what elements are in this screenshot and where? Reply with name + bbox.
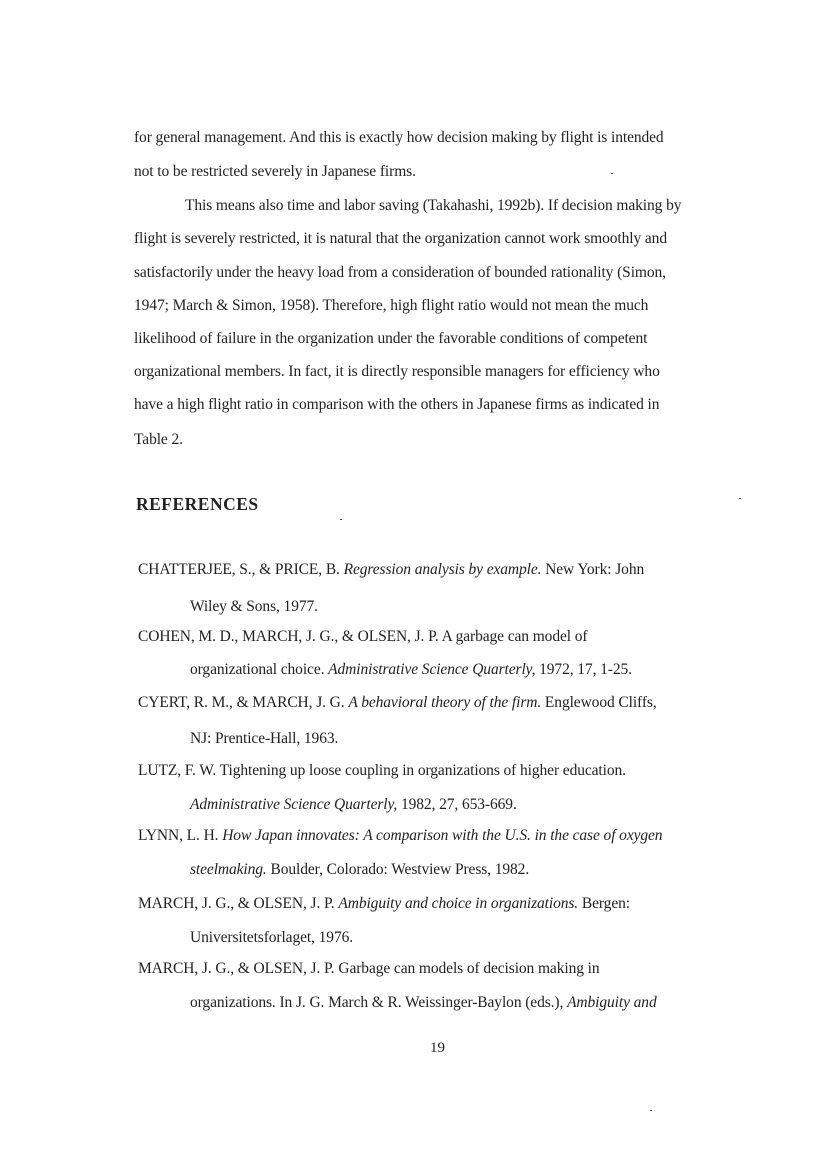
scan-speck: [650, 1110, 652, 1111]
body-line: Table 2.: [134, 431, 183, 448]
reference-authors: COHEN, M. D., MARCH, J. G., & OLSEN, J. P. A garbage can model of: [138, 628, 588, 645]
body-line: This means also time and labor saving (Takahashi, 1992b). If decision making by: [185, 197, 682, 214]
reference-authors: MARCH, J. G., & OLSEN, J. P.: [138, 895, 339, 912]
reference-line-2: [190, 795, 517, 815]
scan-speck: [739, 498, 741, 499]
reference-authors: CHATTERJEE, S., & PRICE, B.: [138, 561, 344, 578]
reference-title: Regression analysis by example.: [343, 561, 542, 578]
reference-publisher: Boulder, Colorado: Westview Press, 1982.: [266, 861, 530, 878]
body-line: satisfactorily under the heavy load from a consideration of bounded rationality (Simon,: [134, 264, 666, 281]
body-line: organizational members. In fact, it is directly responsible managers for efficiency who: [134, 363, 660, 380]
reference-publisher: NJ: Prentice-Hall, 1963.: [190, 730, 339, 747]
reference-journal: Administrative Science Quarterly,: [190, 796, 398, 813]
reference-publisher: New York: John: [541, 561, 645, 578]
reference-line-1: [138, 560, 644, 580]
reference-line-1: [138, 959, 600, 979]
body-line: flight is severely restricted, it is natural that the organization cannot work smoothly and: [134, 230, 667, 247]
references-heading: REFERENCES: [136, 494, 259, 514]
reference-volume: 1972, 17, 1-25.: [535, 661, 632, 678]
reference-line-2: [190, 928, 353, 948]
reference-authors: LYNN, L. H.: [138, 827, 223, 844]
reference-title: How Japan innovates: A comparison with the U.S. in the case of oxygen: [222, 827, 663, 844]
reference-line-1: [138, 826, 662, 846]
reference-publisher: Englewood Cliffs,: [541, 694, 657, 711]
reference-line-2: [190, 597, 318, 617]
reference-line-1: [138, 894, 630, 914]
body-line: likelihood of failure in the organization under the favorable conditions of competent: [134, 330, 648, 347]
reference-line-1: [138, 761, 626, 781]
reference-authors: MARCH, J. G., & OLSEN, J. P. Garbage can models of decision making in: [138, 960, 600, 977]
reference-plain: organizational choice.: [190, 661, 329, 678]
reference-volume: 1982, 27, 653-669.: [397, 796, 517, 813]
reference-line-2: [190, 660, 632, 680]
body-line: for general management. And this is exactly how decision making by flight is intended: [134, 129, 664, 146]
reference-publisher: Universitetsforlaget, 1976.: [190, 929, 354, 946]
reference-line-1: [138, 627, 587, 647]
body-line: 1947; March & Simon, 1958). Therefore, high flight ratio would not mean the much: [134, 297, 649, 314]
body-line: have a high flight ratio in comparison with the others in Japanese firms as indicated in: [134, 396, 660, 413]
reference-authors: LUTZ, F. W. Tightening up loose coupling in organizations of higher education.: [138, 762, 626, 779]
reference-title: Ambiguity and choice in organizations.: [338, 895, 579, 912]
reference-plain: organizations. In J. G. March & R. Weissinger-Baylon (eds.),: [190, 994, 568, 1011]
reference-line-1: [138, 693, 657, 713]
reference-authors: CYERT, R. M., & MARCH, J. G.: [138, 694, 349, 711]
reference-publisher: Wiley & Sons, 1977.: [190, 598, 318, 615]
reference-publisher: Bergen:: [578, 895, 630, 912]
reference-title: A behavioral theory of the firm.: [348, 694, 542, 711]
reference-line-2: [190, 729, 338, 749]
reference-line-2: [190, 860, 529, 880]
reference-journal: Administrative Science Quarterly,: [328, 661, 536, 678]
reference-title: steelmaking.: [190, 861, 267, 878]
reference-title: Ambiguity and: [567, 994, 657, 1011]
scan-speck: [340, 519, 342, 520]
page-number: 19: [430, 1040, 445, 1056]
reference-line-2: [190, 993, 657, 1013]
scan-speck: [611, 173, 613, 174]
body-line: not to be restricted severely in Japanese firms.: [134, 163, 416, 180]
